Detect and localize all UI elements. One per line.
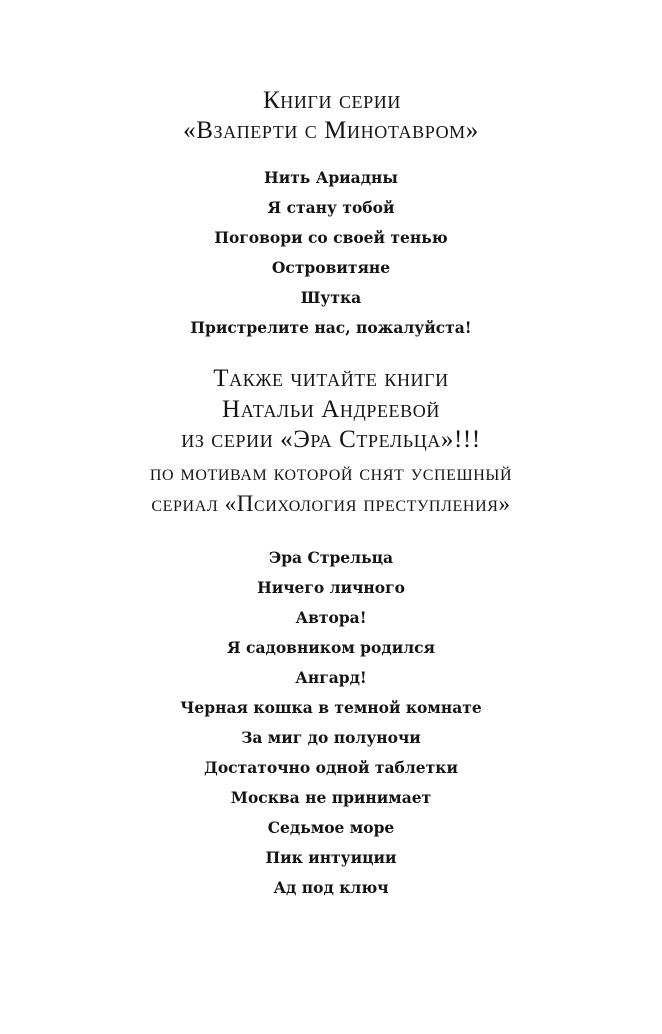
- book-title: Пристрелите нас, пожалуйста!: [190, 318, 472, 337]
- book-title: Островитяне: [271, 258, 391, 277]
- book-title: Пик интуиции: [265, 848, 397, 867]
- book-title: Ничего личного: [257, 578, 405, 597]
- book-title: Я садовником родился: [226, 638, 436, 657]
- tv-series-note-line-1: по мотивам которой снят успешный: [149, 460, 513, 485]
- tv-series-note: [0, 458, 662, 519]
- series-heading-line-1: Книги серии: [263, 87, 401, 114]
- book-title: Поговори со своей тенью: [214, 228, 448, 247]
- series-heading-line-2: «Взаперти с Минотавром»: [183, 117, 479, 144]
- book-title: За миг до полуночи: [241, 728, 421, 747]
- era-book-list: [0, 543, 662, 903]
- book-title: Ад под ключ: [273, 878, 389, 897]
- book-title: Я стану тобой: [267, 198, 395, 217]
- tv-series-note-line-2: сериал «Психология преступления»: [151, 490, 511, 516]
- book-title: Седьмое море: [267, 818, 395, 837]
- book-title: Нить Ариадны: [264, 168, 398, 187]
- book-title: Автора!: [295, 608, 367, 627]
- also-read-line-3: из серии «Эра Стрельца»!!!: [181, 426, 481, 453]
- book-title: Шутка: [300, 288, 362, 307]
- also-read-heading: [0, 364, 662, 456]
- book-title: Эра Стрельца: [268, 548, 394, 567]
- series-book-list: [0, 163, 662, 343]
- book-title: Москва не принимает: [230, 788, 432, 807]
- also-read-line-2: Натальи Андреевой: [222, 395, 440, 423]
- also-read-line-1: Также читайте книги: [213, 365, 449, 392]
- book-title: Достаточно одной таблетки: [204, 758, 458, 777]
- book-title: Черная кошка в темной комнате: [180, 698, 482, 717]
- series-heading: [0, 86, 662, 146]
- book-title: Ангард!: [295, 668, 367, 687]
